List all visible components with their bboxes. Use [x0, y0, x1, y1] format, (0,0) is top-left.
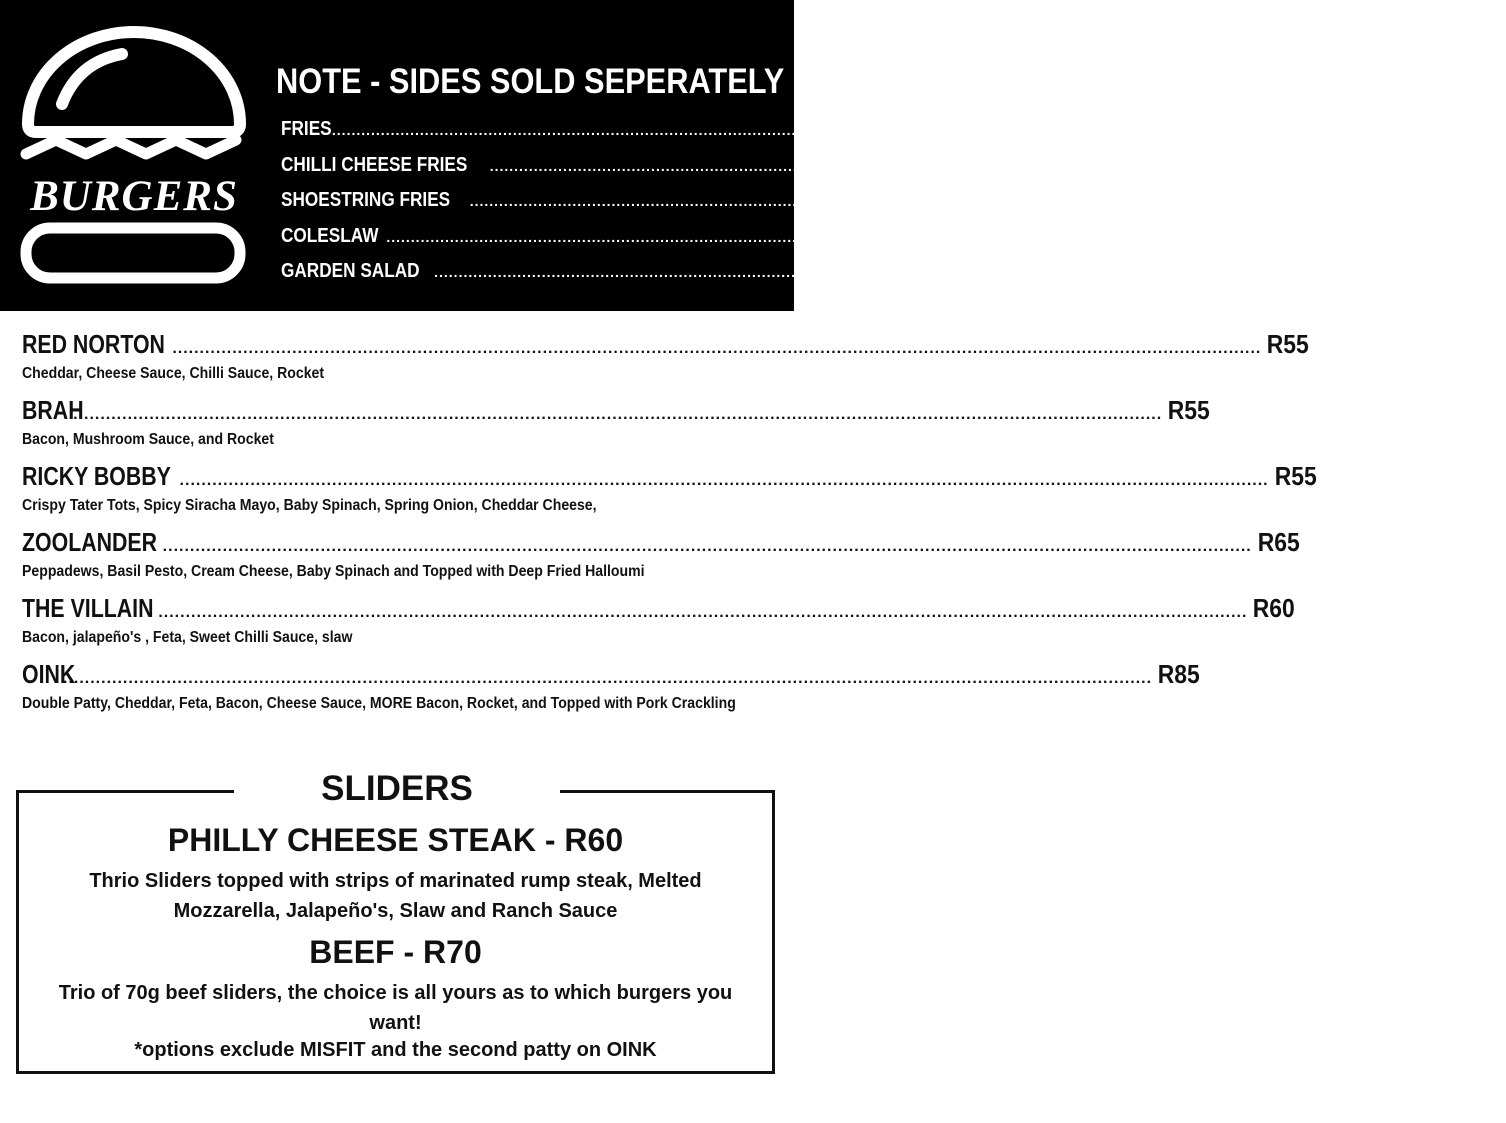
slider-options-note: *options exclude MISFIT and the second patty on OINK	[134, 1039, 657, 1061]
burger-item	[22, 461, 1317, 520]
burgers-logo-text: BURGERS	[30, 173, 238, 220]
burger-logo	[18, 24, 250, 286]
burger-price: R60	[1253, 593, 1296, 623]
burger-name: BRAH	[22, 395, 84, 425]
burger-price: R55	[1267, 329, 1310, 359]
slider-name: PHILLY CHEESE STEAK - R60	[167, 822, 624, 858]
side-name: SHOESTRING FRIES	[281, 189, 451, 211]
slider-description: Trio of 70g beef sliders, the choice is all yours as to which burgers you want!	[58, 982, 733, 1034]
burger-name: THE VILLAIN	[22, 593, 154, 623]
side-item	[281, 118, 1349, 154]
menu-header	[0, 0, 1506, 311]
sides-list	[281, 118, 1506, 296]
side-item	[281, 153, 1506, 190]
leader-dots: ........................................................................................................................................................................................................	[469, 193, 1448, 209]
side-price: R30	[1453, 189, 1487, 211]
leader-dots: ........................................................................................................................................................................................................	[158, 604, 1248, 621]
burger-name: OINK	[22, 659, 76, 689]
side-item	[281, 260, 1451, 296]
burger-item	[22, 659, 1200, 718]
burger-description: Peppadews, Basil Pesto, Cream Cheese, Baby Spinach and Topped with Deep Fried Halloumi	[22, 563, 645, 580]
burger-name: RED NORTON	[22, 329, 165, 359]
leader-dots: ........................................................................................................................................................................................................	[162, 538, 1252, 555]
leader-dots: ........................................................................................................................................................................................................	[331, 122, 1310, 138]
burger-price: R85	[1157, 659, 1200, 689]
burger-description: Cheddar, Cheese Sauce, Chilli Sauce, Rocket	[22, 365, 325, 382]
slider-description: Thrio Sliders topped with strips of marinated rump steak, Melted Mozzarella, Jalapeño's, Slaw and Ranch Sauce	[89, 870, 702, 922]
leader-dots: ........................................................................................................................................................................................................	[489, 157, 1468, 174]
leader-dots: ........................................................................................................................................................................................................	[172, 340, 1262, 357]
burger-price: R55	[1167, 395, 1210, 425]
burger-price: R55	[1274, 461, 1317, 491]
burger-description: Bacon, jalapeño's , Feta, Sweet Chilli Sauce, slaw	[22, 629, 353, 646]
leader-dots: ........................................................................................................................................................................................................	[386, 228, 1365, 245]
burger-item	[22, 593, 1296, 652]
slider-name: BEEF - R70	[309, 934, 482, 970]
burger-description: Bacon, Mushroom Sauce, and Rocket	[22, 431, 274, 448]
side-name: FRIES	[281, 118, 332, 140]
side-name: COLESLAW	[281, 224, 379, 247]
leader-dots: ........................................................................................................................................................................................................	[179, 472, 1269, 489]
sides-note: NOTE - SIDES SOLD SEPERATELY	[276, 62, 785, 101]
side-item	[281, 224, 1403, 261]
leader-dots: ........................................................................................................................................................................................................	[434, 264, 1413, 280]
side-price: R30	[1473, 153, 1506, 176]
side-price: R20	[1417, 260, 1451, 282]
leader-dots: ........................................................................................................................................................................................................	[63, 670, 1153, 687]
burger-name: RICKY BOBBY	[22, 461, 171, 491]
burger-list	[22, 329, 1317, 726]
burger-price: R65	[1257, 527, 1300, 557]
burger-description: Double Patty, Cheddar, Feta, Bacon, Cheese Sauce, MORE Bacon, Rocket, and Topped with Pork Crackling	[22, 695, 736, 712]
sliders-title: SLIDERS	[234, 766, 560, 812]
side-name: GARDEN SALAD	[281, 260, 420, 282]
side-price: R15	[1369, 224, 1403, 247]
leader-dots: ........................................................................................................................................................................................................	[73, 406, 1163, 423]
burger-item	[22, 527, 1300, 586]
burger-name: ZOOLANDER	[22, 527, 158, 557]
side-price: R20	[1315, 118, 1349, 140]
burger-icon	[18, 24, 250, 286]
side-item	[281, 189, 1487, 225]
side-name: CHILLI CHEESE FRIES	[281, 153, 468, 176]
burger-item	[22, 329, 1310, 388]
burger-description: Crispy Tater Tots, Spicy Siracha Mayo, Baby Spinach, Spring Onion, Cheddar Cheese,	[22, 497, 597, 514]
burger-item	[22, 395, 1210, 454]
